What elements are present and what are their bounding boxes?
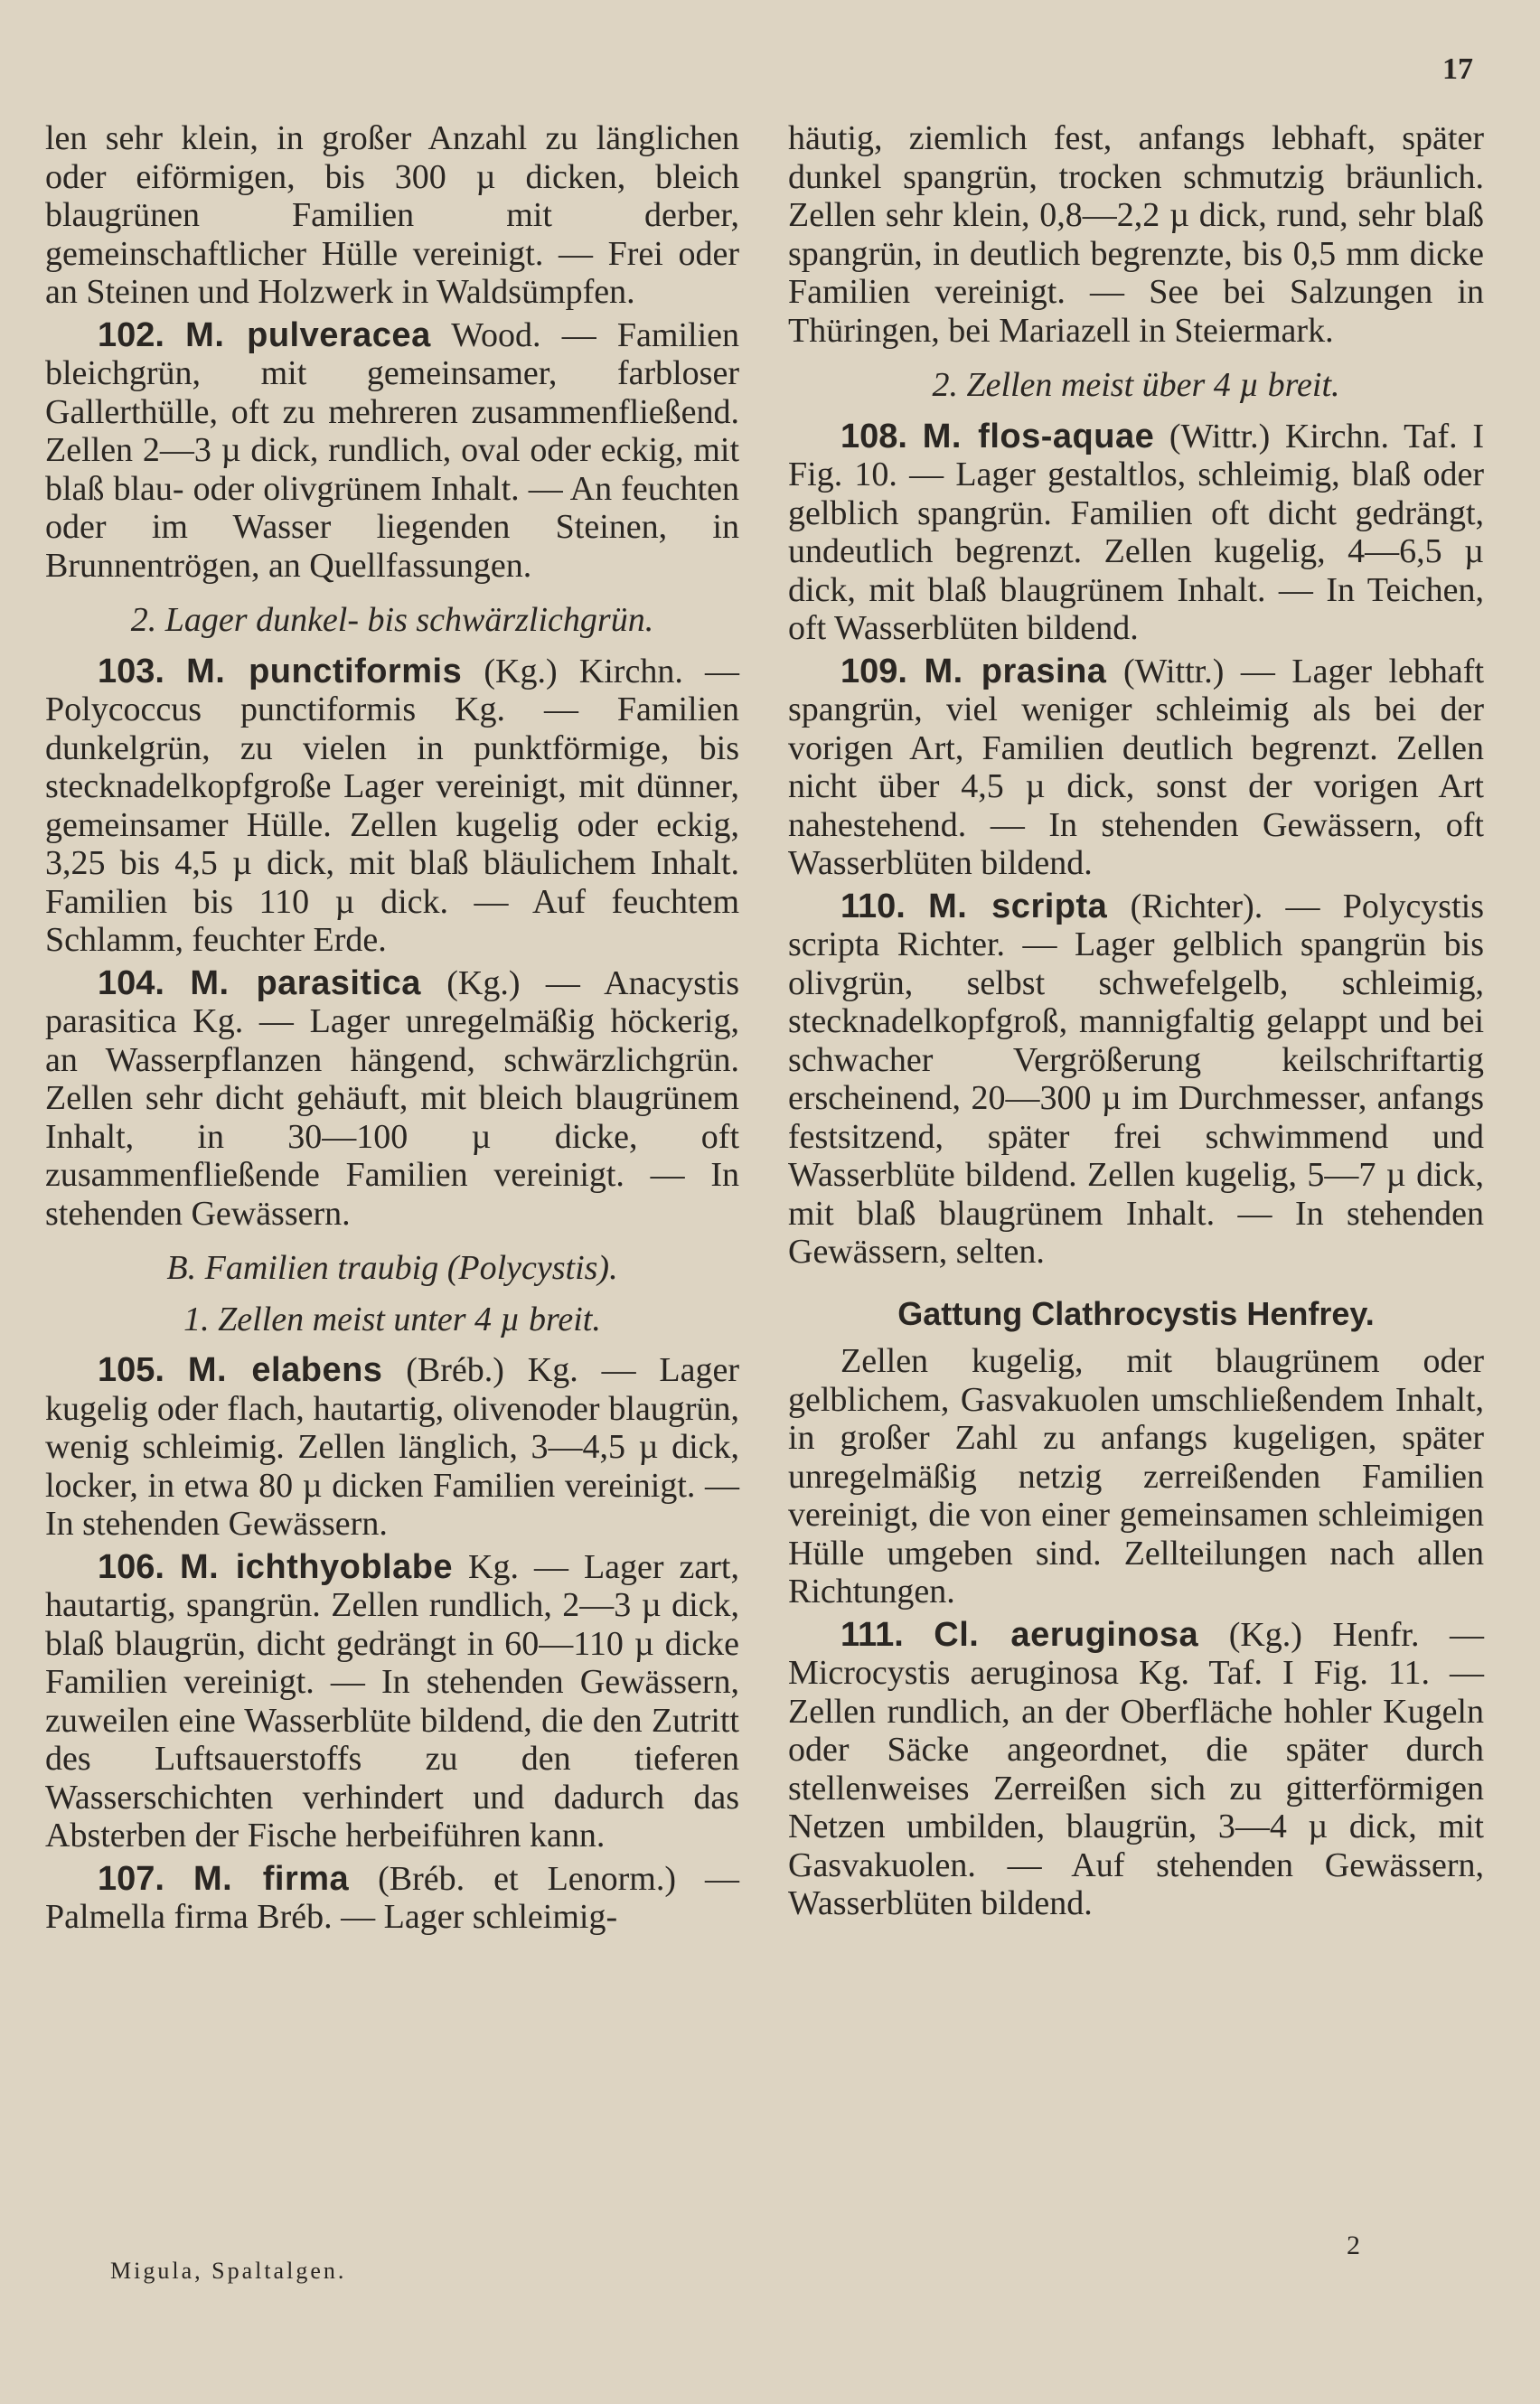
genus-heading: Gattung Clathrocystis Henfrey.	[897, 1294, 1375, 1332]
species-entry-111	[788, 1616, 1484, 1923]
species-name: M. scripta	[928, 887, 1108, 925]
species-name: M. punctiformis	[186, 652, 463, 690]
subheading-lager-dunkel: 2. Lager dunkel- bis schwärzlichgrün.	[130, 601, 654, 639]
paragraph-continuation: häutig, ziemlich fest, anfangs lebhaft, später dunkel spangrün, trocken schmutzig bräunlich. Zellen sehr klein, 0,8—2,2 µ dick, rund, sehr blaß spangrün, in deutlich begrenzte, bis 0,5 mm dicke Familien vereinigt. — See bei Salzungen in Thüringen, bei Mariazell in Steiermark.	[788, 119, 1484, 350]
left-column	[45, 119, 739, 1941]
entry-number: 105.	[98, 1351, 164, 1389]
species-name: M. pulveracea	[185, 315, 431, 354]
footer-author: Migula, Spaltalgen.	[110, 2258, 347, 2284]
species-entry-109	[788, 653, 1484, 883]
entry-number: 104.	[98, 963, 164, 1002]
entry-text: (Wittr.) Kirchn. Taf. I Fig. 10. — Lager gestaltlos, schleimig, blaß oder gelblich spangrün. Familien oft dicht gedrängt, undeutlich begrenzt. Zellen kugelig, 4—6,5 µ dick, mit blaß blaugrünem Inhalt. — In Teichen, oft Wasserblüten bildend.	[788, 417, 1485, 647]
species-entry-110	[788, 887, 1484, 1272]
species-name: M. firma	[192, 1859, 350, 1898]
right-column	[788, 119, 1484, 1928]
species-entry-106	[45, 1548, 739, 1855]
entry-text: Wood. — Familien bleichgrün, mit gemeinsamer, farbloser Gallerthülle, oft zu mehreren zusammenfließend. Zellen 2—3 µ dick, rundlich, oval oder eckig, mit blaß blau- oder olivgrünem Inhalt. — An feuchten oder im Wasser liegenden Steinen, in Brunnentrögen, an Quellfassungen.	[45, 315, 740, 585]
species-entry-107	[45, 1860, 739, 1937]
species-entry-102	[45, 316, 739, 586]
entry-text: Kg. — Lager zart, hautartig, spangrün. Zellen rundlich, 2—3 µ dick, blaß blaugrün, dicht gedrängt in 60—110 µ dicke Familien vereinigt. — In stehenden Gewässern, zuweilen eine Wasserblüte bildend, die den Zutritt des Luftsauerstoffs zu den tieferen Wasserschichten verhindert und dadurch das Absterben der Fische herbeiführen kann.	[45, 1547, 739, 1855]
entry-text: (Bréb.) Kg. — Lager kugelig oder flach, hautartig, olivenoder blaugrün, wenig schleimig. Zellen länglich, 3—4,5 µ dick, locker, in etwa 80 µ dicken Familien vereinigt. — In stehenden Gewässern.	[45, 1351, 739, 1543]
footer-signature: 2	[1347, 2230, 1360, 2260]
species-name: M. elabens	[187, 1351, 383, 1389]
entry-text: (Kg.) Henfr. — Microcystis aeruginosa Kg. Taf. I Fig. 11. — Zellen rundlich, an der Oberfläche hohler Kugeln oder Säcke angeordnet, die später durch stellenweises Zerreißen sich zu gitterförmigen Netzen umbilden, blaugrün, 3—4 µ dick, mit Gasvakuolen. — Auf stehenden Gewässern, Wasserblüten bildend.	[788, 1615, 1485, 1922]
species-name: M. ichthyoblabe	[179, 1547, 454, 1586]
entry-number: 106.	[98, 1547, 164, 1586]
entry-number: 102.	[98, 315, 164, 354]
species-entry-103	[45, 653, 739, 960]
subheading-polycystis: B. Familien traubig (Polycystis).	[166, 1249, 618, 1287]
entry-text: (Kg.) Kirchn. — Polycoccus punctiformis Kg. — Familien dunkelgrün, zu vielen in punktförmige, bis stecknadelkopfgroße Lager vereinigt, mit dünner, gemeinsamer Hülle. Zellen kugelig oder eckig, 3,25 bis 4,5 µ dick, mit blaß bläulichem Inhalt. Familien bis 110 µ dick. — Auf feuchtem Schlamm, feuchter Erde.	[45, 652, 739, 959]
species-name: Cl. aeruginosa	[934, 1615, 1199, 1654]
entry-text: (Kg.) — Anacystis parasitica Kg. — Lager unregelmäßig höckerig, an Wasserpflanzen hängend, schwärzlichgrün. Zellen sehr dicht gehäuft, mit bleich blaugrünem Inhalt, in 30—100 µ dicke, oft zusammenfließende Familien vereinigt. — In stehenden Gewässern.	[45, 963, 739, 1233]
species-entry-105	[45, 1351, 739, 1544]
entry-number: 111.	[840, 1615, 904, 1654]
species-entry-104	[45, 964, 739, 1234]
species-entry-108	[788, 418, 1484, 648]
species-name: M. flos-aquae	[922, 417, 1155, 455]
species-name: M. parasitica	[190, 963, 421, 1002]
entry-text: (Richter). — Polycystis scripta Richter. — Lager gelblich spangrün bis olivgrün, selbst schwefelgelb, schleimig, stecknadelkopfgroß, mannigfaltig gelappt und bei schwacher Vergrößerung keilschriftartig erscheinend, 20—300 µ im Durchmesser, anfangs festsitzend, später frei schwimmend und Wasserblüte bildend. Zellen kugelig, 5—7 µ dick, mit blaß blaugrünem Inhalt. — In stehenden Gewässern, selten.	[788, 887, 1484, 1271]
entry-number: 107.	[98, 1859, 164, 1898]
entry-number: 108.	[840, 417, 907, 455]
entry-number: 110.	[840, 887, 906, 925]
subheading-zellen-unter-4: 1. Zellen meist unter 4 µ breit.	[183, 1300, 601, 1338]
page-number: 17	[1442, 52, 1473, 86]
entry-text: (Wittr.) — Lager lebhaft spangrün, viel weniger schleimig als bei der vorigen Art, Familien deutlich begrenzt. Zellen nicht über 4,5 µ dick, sonst der vorigen Art nahestehend. — In stehenden Gewässern, oft Wasserblüten bildend.	[788, 652, 1484, 882]
genus-description: Zellen kugelig, mit blaugrünem oder gelblichem, Gasvakuolen umschließendem Inhalt, in großer Zahl zu anfangs kugeligen, später unregelmäßig netzig zerreißenden Familien vereinigt, die von einer gemeinsamen schleimigen Hülle umgeben sind. Zellteilungen nach allen Richtungen.	[788, 1342, 1484, 1610]
entry-number: 103.	[98, 652, 164, 690]
entry-number: 109.	[840, 652, 907, 690]
species-name: M. prasina	[924, 652, 1107, 690]
subheading-zellen-ueber-4: 2. Zellen meist über 4 µ breit.	[932, 366, 1340, 404]
paragraph-continuation: len sehr klein, in großer Anzahl zu länglichen oder eiförmigen, bis 300 µ dicken, bleich blaugrünen Familien mit derber, gemeinschaftlicher Hülle vereinigt. — Frei oder an Steinen und Holzwerk in Waldsümpfen.	[45, 119, 739, 311]
entry-text: (Bréb. et Lenorm.) — Palmella firma Bréb. — Lager schleimig-	[45, 1859, 740, 1936]
